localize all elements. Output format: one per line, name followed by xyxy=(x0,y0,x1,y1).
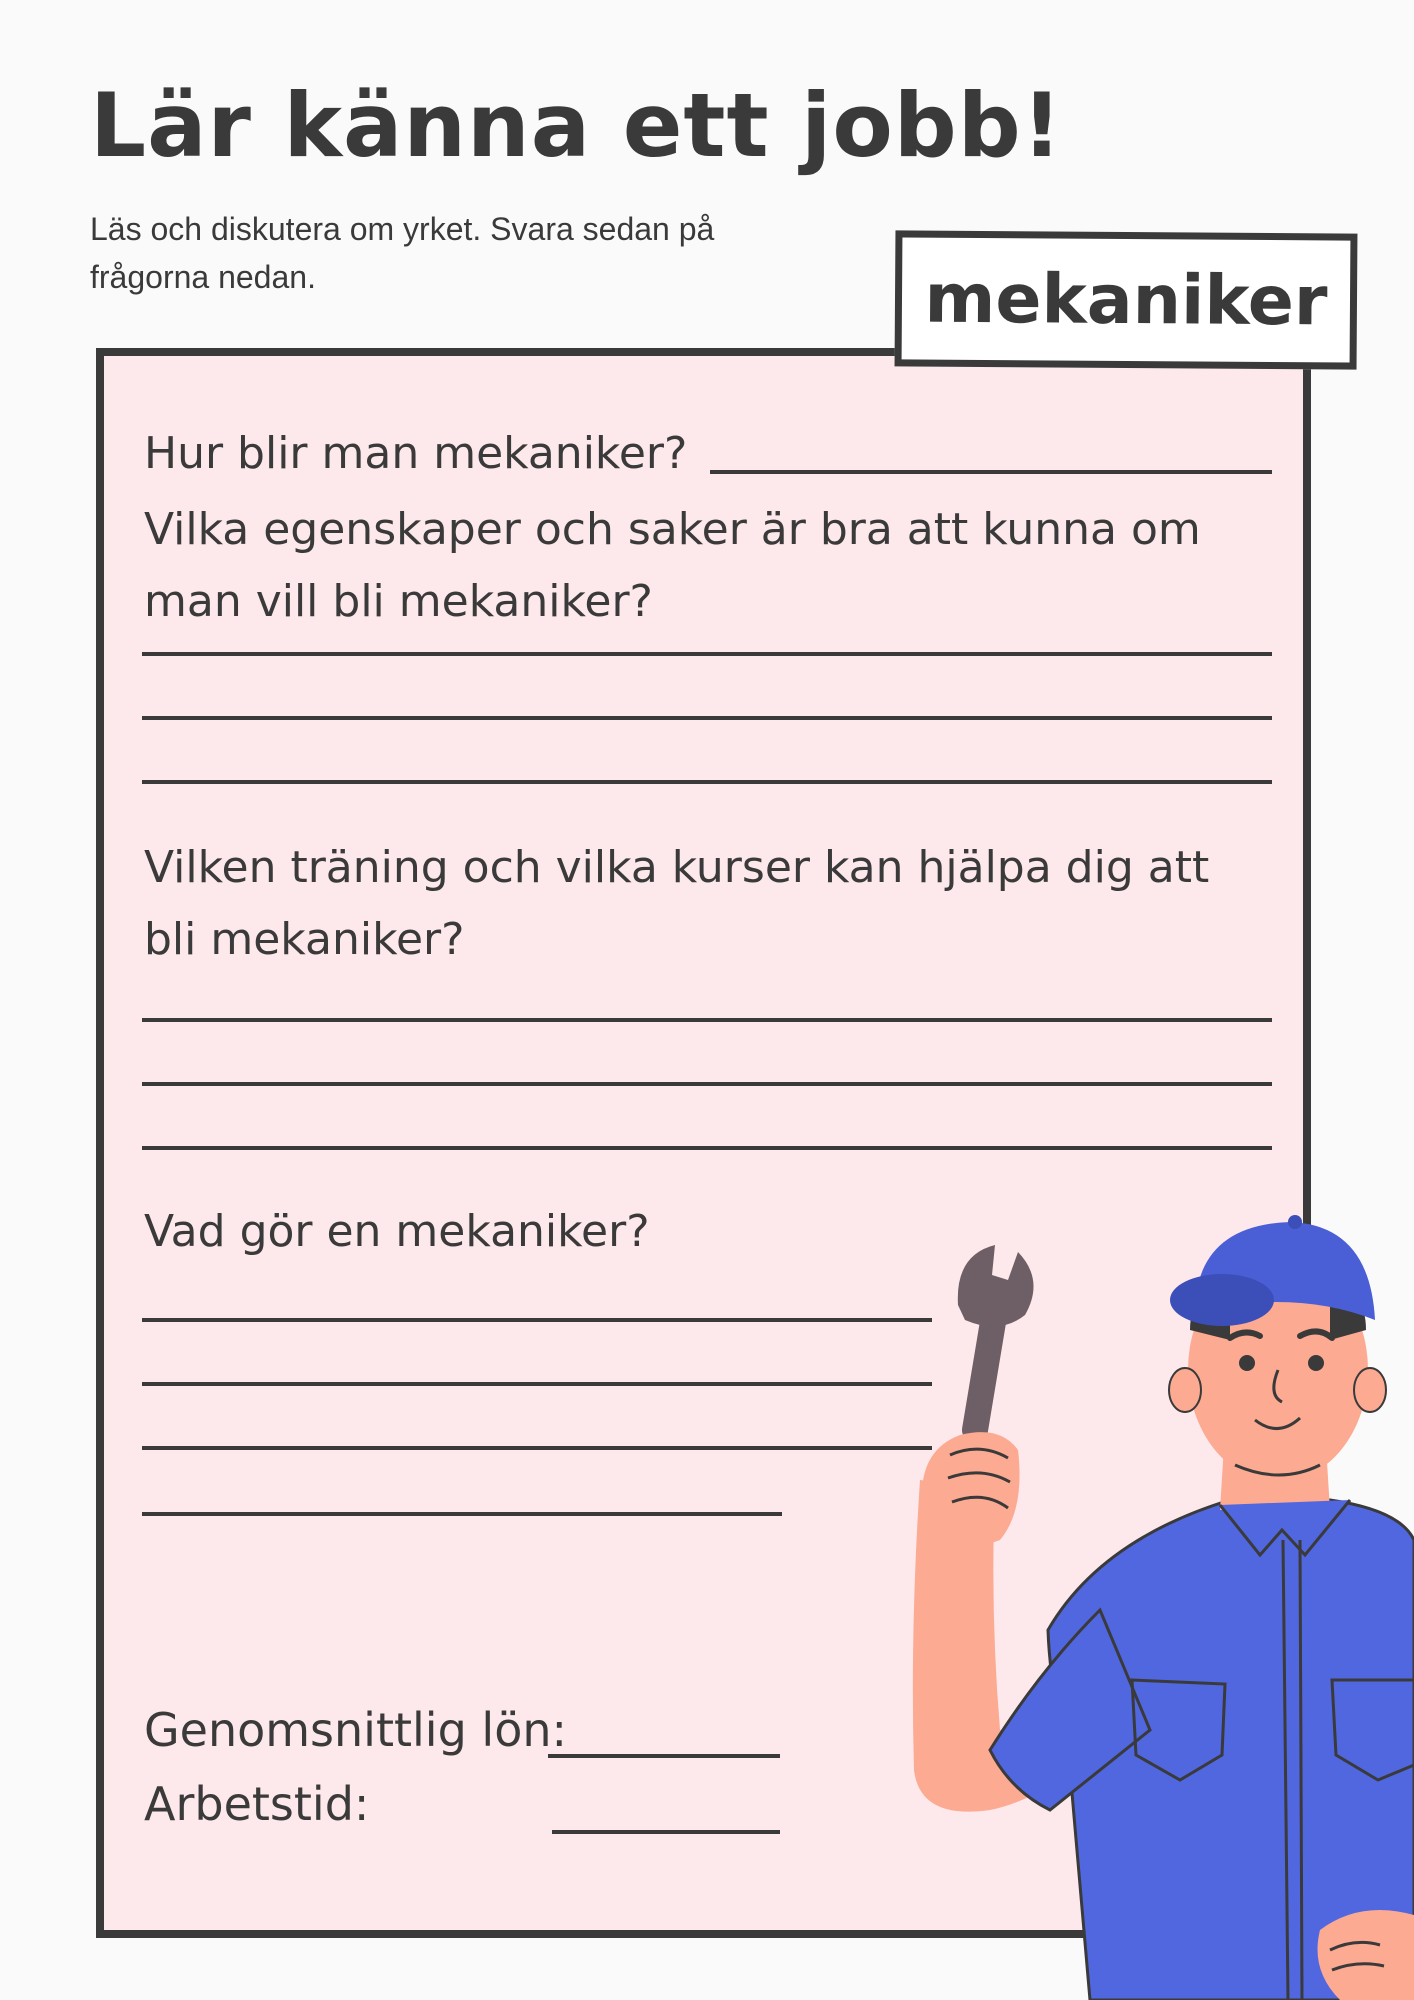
wrench-head-shape xyxy=(958,1245,1034,1326)
hours-label: Arbetstid: xyxy=(144,1777,370,1831)
answer-line-2b[interactable] xyxy=(142,716,1272,720)
question-4: Vad gör en mekaniker? xyxy=(144,1206,650,1257)
lower-hand-shape xyxy=(1318,1910,1414,2000)
hours-answer-line[interactable] xyxy=(552,1830,780,1834)
answer-line-2c[interactable] xyxy=(142,780,1272,784)
question-1: Hur blir man mekaniker? xyxy=(144,428,688,479)
answer-line-4c[interactable] xyxy=(142,1446,932,1450)
question-3: Vilken träning och vilka kurser kan hjälpa dig att bli mekaniker? xyxy=(144,842,1210,965)
answer-line-4a[interactable] xyxy=(142,1318,932,1322)
salary-label: Genomsnittlig lön: xyxy=(144,1703,567,1757)
job-title: mekaniker xyxy=(924,259,1328,342)
page-title: Lär känna ett jobb! xyxy=(90,74,1063,177)
answer-line-2a[interactable] xyxy=(142,652,1272,656)
answer-line-3b[interactable] xyxy=(142,1082,1272,1086)
answer-line-3c[interactable] xyxy=(142,1146,1272,1150)
job-title-box xyxy=(895,230,1358,369)
wrench-handle-shape xyxy=(975,1310,995,1430)
answer-line-4d[interactable] xyxy=(142,1512,782,1516)
salary-answer-line[interactable] xyxy=(548,1754,780,1758)
answer-line-1[interactable] xyxy=(710,470,1272,474)
mechanic-illustration xyxy=(900,1210,1414,2000)
intro-text: Läs och diskutera om yrket. Svara sedan på frågorna nedan. xyxy=(90,211,715,295)
answer-line-4b[interactable] xyxy=(142,1382,932,1386)
question-2: Vilka egenskaper och saker är bra att kunna om man vill bli mekaniker? xyxy=(144,504,1201,627)
answer-line-3a[interactable] xyxy=(142,1018,1272,1022)
cap-brim-shape xyxy=(1170,1274,1274,1326)
